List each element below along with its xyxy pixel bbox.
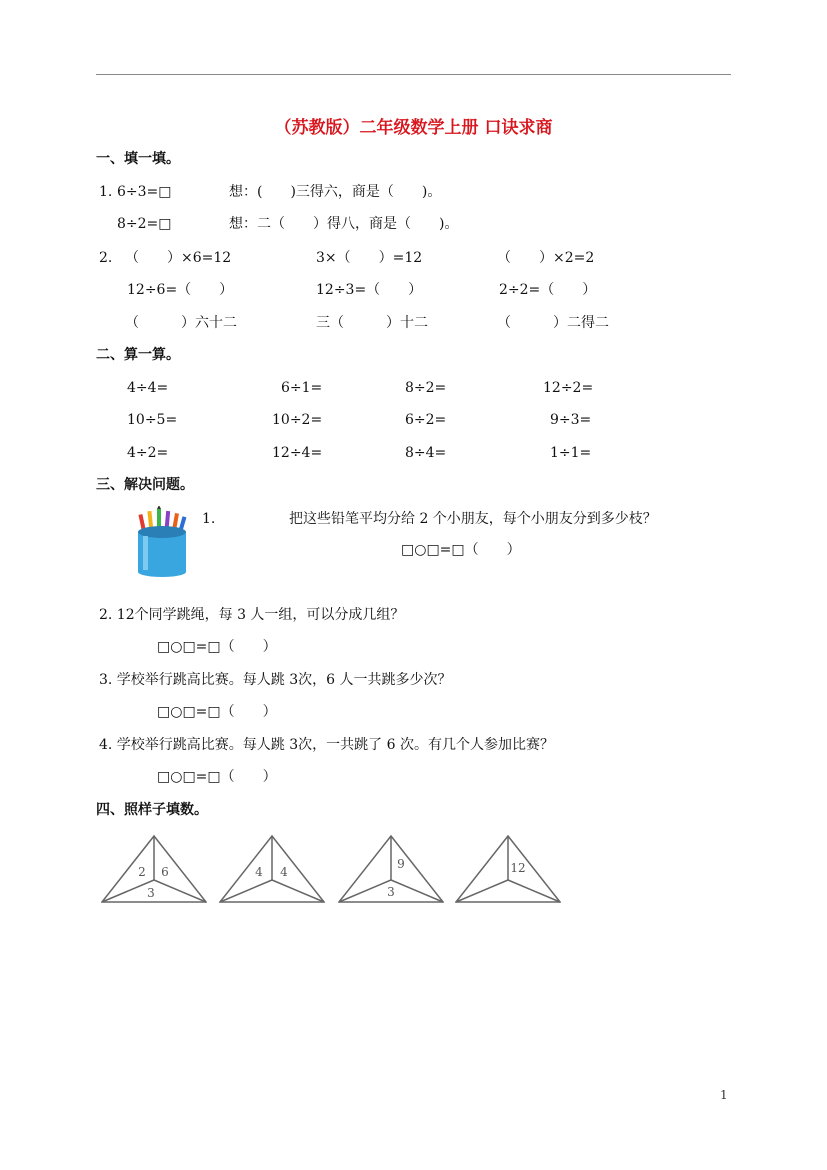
problem4-formula: □○□=□（ ） [157, 769, 277, 785]
q2-cell: 3×（ ）=12 [316, 250, 423, 266]
calc-item: 6÷2= [405, 412, 447, 428]
header-rule [96, 74, 731, 75]
page-title: （苏教版）二年级数学上册 口诀求商 [274, 118, 553, 138]
problem1-formula: □○□=□（ ） [401, 542, 521, 558]
triangle-right-number: 9 [397, 857, 405, 871]
page-number: 1 [720, 1088, 728, 1102]
q2-number: 2. [99, 250, 113, 266]
q2-cell: （ ）×2=2 [497, 250, 595, 266]
q2-cell: 三（ ）十二 [316, 315, 428, 331]
triangle-figure [455, 834, 561, 906]
calc-item: 4÷2= [127, 445, 169, 461]
section1-heading: 一、填一填。 [96, 151, 180, 167]
q2-cell: （ ）二得二 [497, 315, 609, 331]
q2-cell: 12÷3=（ ） [316, 282, 423, 298]
q2-cell: 12÷6=（ ） [127, 282, 234, 298]
triangle-right-number: 4 [280, 865, 288, 879]
triangle-left-number: 4 [255, 865, 263, 879]
q1b-equation: 8÷2=□ [117, 216, 172, 232]
calc-item: 6÷1= [281, 380, 323, 396]
q2-cell: （ ）六十二 [125, 315, 237, 331]
triangle-figure [338, 834, 444, 906]
problem4-text: 4. 学校举行跳高比赛。每人跳 3次，一共跳了 6 次。有几个人参加比赛？ [99, 737, 554, 753]
calc-item: 12÷4= [272, 445, 323, 461]
triangle-bottom-number: 3 [387, 885, 395, 899]
calc-item: 8÷4= [405, 445, 447, 461]
problem2-text: 2. 12个同学跳绳，每 3 人一组，可以分成几组？ [99, 607, 405, 623]
q1b-think: 想：二（ ）得八，商是（ )。 [229, 216, 459, 232]
section3-heading: 三、解决问题。 [96, 477, 194, 493]
problem3-text: 3. 学校举行跳高比赛。每人跳 3次，6 人一共跳多少次？ [99, 672, 452, 688]
problem2-formula: □○□=□（ ） [157, 639, 277, 655]
q1-number: 1. [99, 184, 113, 200]
calc-item: 12÷2= [543, 380, 594, 396]
section2-heading: 二、算一算。 [96, 347, 180, 363]
calc-item: 1÷1= [550, 445, 592, 461]
calc-item: 10÷5= [127, 412, 178, 428]
problem3-formula: □○□=□（ ） [157, 704, 277, 720]
calc-item: 9÷3= [550, 412, 592, 428]
triangle-left-number: 2 [138, 865, 146, 879]
q2-cell: 2÷2=（ ） [499, 282, 597, 298]
q1a-think: 想：( )三得六，商是（ )。 [229, 184, 442, 200]
triangle-figure [219, 834, 325, 906]
calc-item: 8÷2= [405, 380, 447, 396]
triangle-right-number: 12 [510, 861, 526, 875]
calc-item: 10÷2= [272, 412, 323, 428]
calc-item: 4÷4= [127, 380, 169, 396]
problem1-text: 把这些铅笔平均分给 2 个小朋友，每个小朋友分到多少枝？ [289, 511, 657, 527]
triangle-right-number: 6 [161, 865, 169, 879]
triangle-figure [101, 834, 207, 906]
q1a-equation: 6÷3=□ [117, 184, 172, 200]
q2-cell: （ ）×6=12 [125, 250, 232, 266]
section4-heading: 四、照样子填数。 [96, 802, 208, 818]
problem1-number: 1. [202, 511, 216, 527]
triangle-bottom-number: 3 [147, 886, 155, 900]
pencil-cup-image [133, 506, 193, 578]
